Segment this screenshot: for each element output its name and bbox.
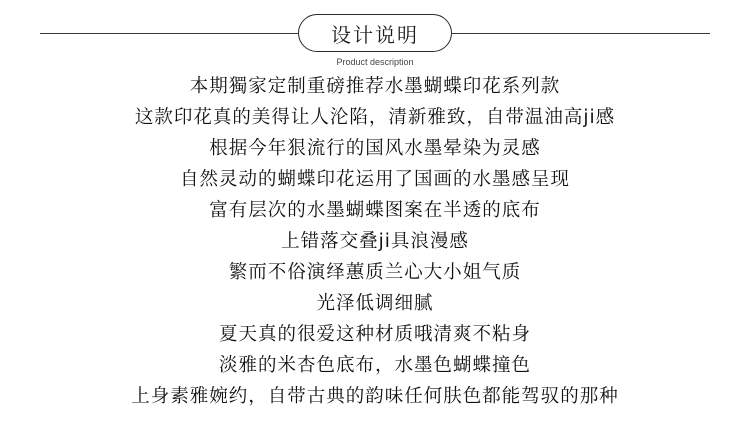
header-divider-right — [452, 33, 710, 34]
description-line: 本期獨家定制重磅推荐水墨蝴蝶印花系列款 — [189, 76, 561, 97]
description-line: 自然灵动的蝴蝶印花运用了国画的水墨感呈现 — [179, 169, 570, 190]
section-header — [0, 0, 750, 70]
description-line: 淡雅的米杏色底布，水墨色蝴蝶撞色 — [218, 355, 531, 376]
description-line: 这款印花真的美得让人沦陷，清新雅致，自带温油高ji感 — [134, 107, 616, 128]
section-subtitle: Product description — [336, 57, 414, 67]
description-lines — [0, 71, 750, 412]
description-line: 富有层次的水墨蝴蝶图案在半透的底布 — [209, 200, 541, 221]
description-line: 上身素雅婉约，自带古典的韵味任何肤色都能驾驭的那种 — [131, 386, 619, 407]
header-divider-left — [40, 33, 298, 34]
section-title: 设计说明 — [298, 14, 452, 52]
description-line: 光泽低调细腻 — [316, 293, 434, 314]
description-line: 上错落交叠ji具浪漫感 — [281, 231, 469, 252]
description-line: 根据今年狠流行的国风水墨晕染为灵感 — [209, 138, 541, 159]
description-line: 夏天真的很爱这种材质哦清爽不粘身 — [218, 324, 531, 345]
description-line: 繁而不俗演绎蕙质兰心大小姐气质 — [228, 262, 522, 283]
